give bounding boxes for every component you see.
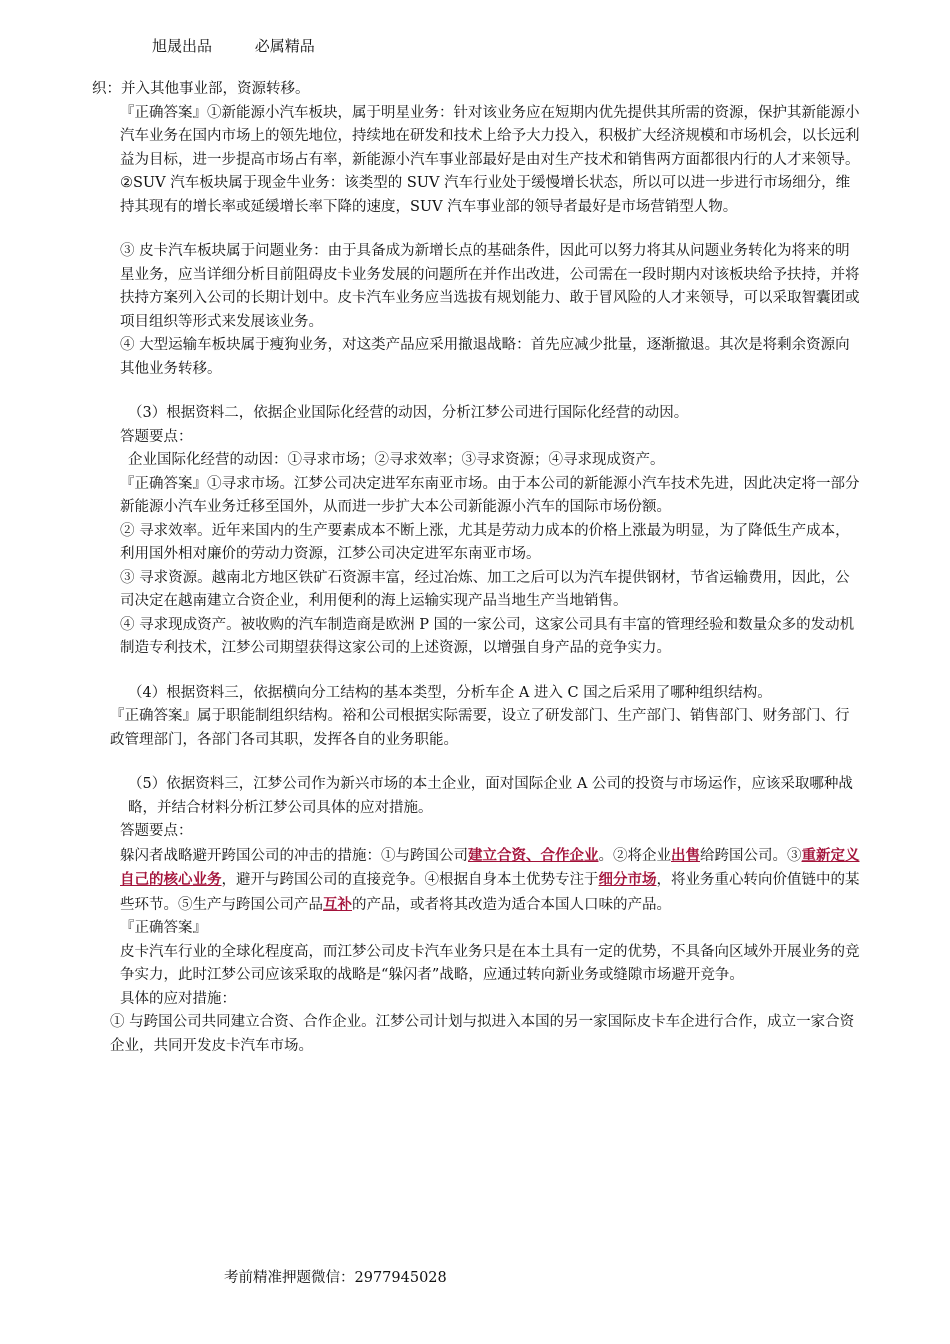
header-left-text: 旭晟出品 bbox=[152, 37, 213, 55]
paragraph: ② 寻求效率。近年来国内的生产要素成本不断上涨，尤其是劳动力成本的价格上涨最为明显，为了降低生产成本，利用国外相对廉价的劳动力资源，江梦公司决定进军东南亚市场。 bbox=[120, 522, 850, 562]
text-segment: 。②将企业 bbox=[598, 847, 671, 864]
text-segment: ，避开与跨国公司的直接竞争。④根据自身本土优势专注于 bbox=[221, 872, 599, 888]
paragraph: ③ 寻求资源。越南北方地区铁矿石资源丰富，经过冶炼、加工之后可以为汽车提供钢材，节省运输费用，因此，公司决定在越南建立合资企业，利用便利的海上运输实现产品当地生产当地销售。 bbox=[120, 569, 850, 609]
page-header bbox=[152, 35, 353, 56]
paragraph: 织：并入其他事业部，资源转移。 bbox=[92, 81, 310, 97]
answer-label: 『正确答案』 bbox=[120, 920, 207, 936]
text-segment: 的产品，或者将其改造为适合本国人口味的产品。 bbox=[352, 896, 671, 913]
paragraph: ③ 皮卡汽车板块属于问题业务：由于具备成为新增长点的基础条件，因此可以努力将其从问题业务转化为将来的明星业务，应当详细分析目前阻碍皮卡业务发展的问题所在并作出改进，公司需在一段时期内对该板块给予扶持，并将扶持方案列入公司的长期计划中。皮卡汽车业务应当选拔有规划能力、敢于冒风险的人才来领导，可以采取智囊团或项目组织等形式来发展该业务。 bbox=[120, 243, 860, 330]
paragraph: 皮卡汽车行业的全球化程度高，而江梦公司皮卡汽车业务只是在本土具有一定的优势，不具备向区域外开展业务的竞争实力，此时江梦公司应该采取的战略是“躲闪者”战略，应通过转向新业务或缝隙市场避开竞争。 bbox=[120, 943, 860, 983]
highlighted-term: 建立合资、合作企业 bbox=[468, 846, 599, 864]
highlighted-term: 出售 bbox=[671, 846, 700, 864]
paragraph: 『正确答案』①新能源小汽车板块，属于明星业务：针对该业务应在短期内优先提供其所需的资源，保护其新能源小汽车业务在国内市场上的领先地位，持续地在研发和技术上给予大力投入，积极扩大经济规模和市场机会，以长远利益为目标，进一步提高市场占有率，新能源小汽车事业部最好是由对生产技术和销售两方面都很内行的人才来领导。 bbox=[120, 104, 860, 168]
paragraph: 答题要点： bbox=[120, 428, 193, 445]
text-segment: ，将业务重心转向价值链中的某些环节。⑤生产与跨国公司产品 bbox=[120, 872, 860, 913]
paragraph: ① 与跨国公司共同建立合资、合作企业。江梦公司计划与拟进入本国的另一家国际皮卡车企进行合作，成立一家合资企业，共同开发皮卡汽车市场。 bbox=[110, 1014, 855, 1054]
highlighted-term: 互补 bbox=[323, 895, 352, 913]
paragraph: 『正确答案』属于职能制组织结构。裕和公司根据实际需要，设立了研发部门、生产部门、销售部门、财务部门、行政管理部门，各部门各司其职，发挥各自的业务职能。 bbox=[110, 708, 850, 748]
text-segment: 躲闪者战略避开跨国公司的冲击的措施：①与跨国公司 bbox=[120, 847, 468, 864]
paragraph: 企业国际化经营的动因：①寻求市场；②寻求效率；③寻求资源；④寻求现成资产。 bbox=[128, 452, 665, 468]
question-heading: （5）依据资料三，江梦公司作为新兴市场的本土企业，面对国际企业 A 公司的投资与市场运作，应该采取哪种战略，并结合材料分析江梦公司具体的应对措施。 bbox=[128, 776, 853, 816]
document-body bbox=[92, 78, 862, 1058]
paragraph: ②SUV 汽车板块属于现金牛业务：该类型的 SUV 汽车行业处于缓慢增长状态，所以可以进一步进行市场细分，维持其现有的增长率或延缓增长率下降的速度，SUV 汽车事业部的领导者最好是市场营销型人物。 bbox=[120, 175, 851, 215]
page-footer: 考前精准押题微信：2977945028 bbox=[224, 1270, 447, 1286]
paragraph: ④ 寻求现成资产。被收购的汽车制造商是欧洲 P 国的一家公司，这家公司具有丰富的管理经验和数量众多的发动机制造专利技术，江梦公司期望获得这家公司的上述资源，以增强自身产品的竞争实力。 bbox=[120, 616, 855, 656]
highlighted-term: 重新定义自己的核心业务 bbox=[120, 846, 860, 888]
paragraph: 答题要点： bbox=[120, 823, 193, 839]
paragraph: 『正确答案』①寻求市场。江梦公司决定进军东南亚市场。由于本公司的新能源小汽车技术先进，因此决定将一部分新能源小汽车业务迁移至国外，从而进一步扩大本公司新能源小汽车的国际市场份额。 bbox=[120, 475, 860, 515]
paragraph-with-highlights bbox=[92, 844, 862, 918]
text-segment: 给跨国公司。③ bbox=[700, 847, 802, 864]
question-heading: （4）根据资料三，依据横向分工结构的基本类型，分析车企 A 进入 C 国之后采用了哪种组织结构。 bbox=[128, 684, 772, 701]
highlighted-term: 细分市场 bbox=[598, 871, 657, 888]
question-heading: （3）根据资料二，依据企业国际化经营的动因，分析江梦公司进行国际化经营的动因。 bbox=[128, 405, 689, 421]
header-right-text: 必属精品 bbox=[254, 37, 315, 55]
paragraph: ④ 大型运输车板块属于瘦狗业务，对这类产品应采用撤退战略：首先应减少批量，逐渐撤退。其次是将剩余资源向其他业务转移。 bbox=[120, 337, 850, 377]
paragraph: 具体的应对措施： bbox=[120, 990, 236, 1007]
